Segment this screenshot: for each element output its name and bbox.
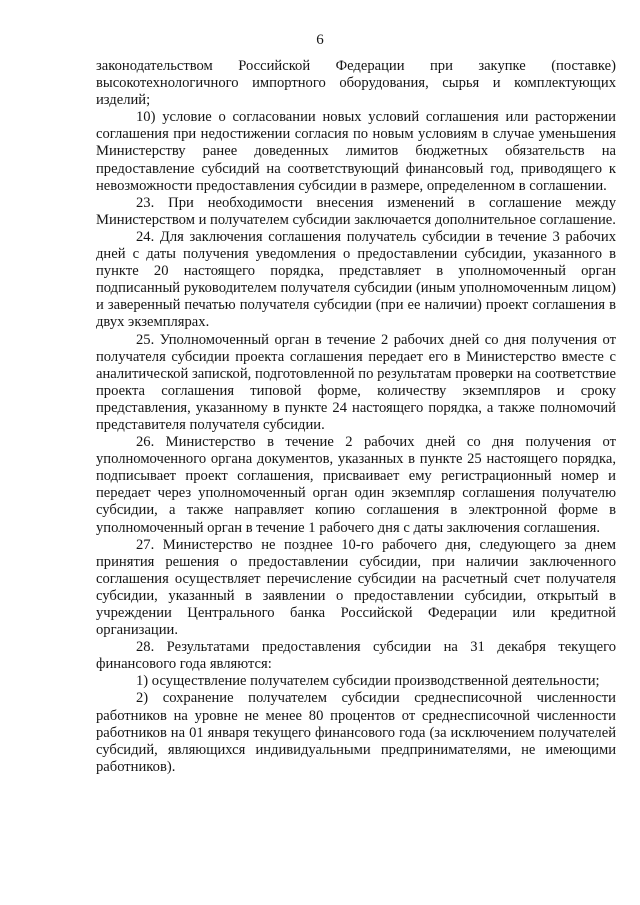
paragraph-28-1: 1) осуществление получателем субсидии производственной деятельности;: [136, 673, 600, 690]
paragraph-26: 26. Министерство в течение 2 рабочих дней со дня получения от уполномоченного органа документов, указанных в пункте 25 настоящего порядка, подписывает проект соглашения, присваивает ему регистрационный номер и передает через уполномоченный орган один экземпляр соглашения получателю субсидии, а также направляет копию соглашения в электронной форме в уполномоченный орган в течение 1 рабочего дня с даты заключения соглашения.: [96, 434, 616, 536]
paragraph-22-10: 10) условие о согласовании новых условий соглашения или расторжении соглашения при недостижении согласия по новым условиям в случае уменьшения Министерству ранее доведенных лимитов бюджетных обязательств на предоставление субсидий на соответствующий финансовый год, приводящего к невозможности предоставления субсидии в размере, определенном в соглашении.: [96, 109, 616, 194]
paragraph-28: 28. Результатами предоставления субсидии на 31 декабря текущего финансового года являются:: [96, 639, 616, 673]
paragraph-24: 24. Для заключения соглашения получатель субсидии в течение 3 рабочих дней с даты получения уведомления о предоставлении субсидии, указанного в пункте 20 настоящего порядка, представляет в уполномоченный орган подписанный руководителем получателя субсидии (иным уполномоченным лицом) и заверенный печатью получателя субсидии (при ее наличии) проект соглашения в двух экземплярах.: [96, 228, 616, 331]
paragraph-27: 27. Министерство не позднее 10-го рабочего дня, следующего за днем принятия решения о предоставлении субсидии, при наличии заключенного соглашения осуществляет перечисление субсидии на расчетный счет получателя субсидии, указанный в заявлении о предоставлении субсидии, открытый в учреждении Центрального банка Российской Федерации или кредитной организации.: [96, 536, 616, 639]
page-number: 6: [316, 32, 324, 48]
paragraph-28-2: 2) сохранение получателем субсидии среднесписочной численности работников на уровне не менее 80 процентов от среднесписочной численности работников на 01 января текущего финансового года (за исключением получателей субсидий, являющихся индивидуальными предпринимателями, не имеющими работников).: [96, 690, 616, 775]
paragraph-22-9-continuation: законодательством Российской Федерации при закупке (поставке) высокотехнологичного импортного оборудования, сырья и комплектующих изделий;: [96, 58, 616, 109]
document-body: [96, 58, 616, 776]
paragraph-25: 25. Уполномоченный орган в течение 2 рабочих дней со дня получения от получателя субсидии проекта соглашения передает его в Министерство вместе с аналитической запиской, подготовленной по результатам проверки на соответствие проекта соглашения типовой форме, количеству экземпляров и сроку представления, указанному в пункте 24 настоящего порядка, а также полномочий представителя получателя субсидии.: [96, 331, 616, 433]
paragraph-23: 23. При необходимости внесения изменений в соглашение между Министерством и получателем субсидии заключается дополнительное соглашение.: [96, 194, 616, 228]
